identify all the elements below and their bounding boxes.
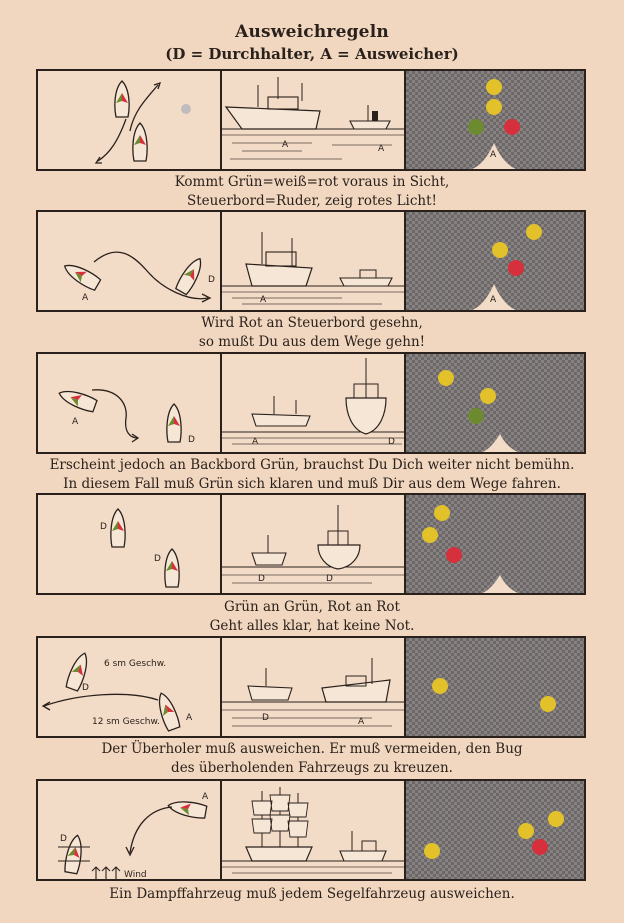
- masthead-light-2: [486, 99, 502, 115]
- rule-3-line-2: In diesem Fall muß Grün sich klaren und muß Dir aus dem Wege fahren.: [63, 476, 561, 492]
- rule-5-label-3: D: [262, 713, 269, 723]
- masthead-light-1: [518, 823, 534, 839]
- rule-3-label-4: D: [388, 437, 395, 447]
- rule-5-note-2: 12 sm Geschw.: [92, 717, 160, 727]
- rule-1-label-1: A: [282, 140, 289, 150]
- rule-4-panel: [36, 493, 586, 595]
- rule-2-line-1: Wird Rot an Steuerbord gesehn,: [201, 315, 423, 331]
- rule-5-label-1: D: [82, 683, 89, 693]
- boat-top: [115, 81, 129, 117]
- rule-6-day-scene: [222, 781, 406, 879]
- rule-1-caption: [0, 173, 624, 211]
- rule-3-panel: [36, 352, 586, 454]
- rule-3-label-1: A: [72, 417, 79, 427]
- rule-2-label-3: A: [260, 295, 267, 305]
- masthead-light-1: [434, 505, 450, 521]
- rule-6-label-1: D: [60, 834, 67, 844]
- rule-5-label-2: A: [186, 713, 193, 723]
- rule-2-label-1: A: [82, 293, 89, 303]
- rule-6-night-scene: [406, 781, 584, 879]
- rule-4-line-1: Grün an Grün, Rot an Rot: [224, 599, 400, 615]
- masthead-light-2: [492, 242, 508, 258]
- masthead-light-1: [486, 79, 502, 95]
- stern-light-2: [540, 696, 556, 712]
- rule-5-day-scene: [222, 638, 406, 736]
- rule-5-line-2: des überholenden Fahrzeugs zu kreuzen.: [171, 760, 453, 776]
- rule-1-line-2: Steuerbord=Ruder, zeig rotes Licht!: [187, 193, 437, 209]
- rule-2-line-2: so mußt Du aus dem Wege gehn!: [198, 334, 426, 350]
- rule-2-panel: [36, 210, 586, 312]
- rule-1-night-scene: [406, 71, 584, 169]
- rule-6-panel: [36, 779, 586, 881]
- sailboat-d: [64, 834, 85, 874]
- rule-5-label-4: A: [358, 717, 365, 727]
- boat-d: [167, 404, 181, 442]
- rule-1-day-scene: [222, 71, 406, 169]
- rule-3-label-2: D: [188, 435, 195, 445]
- rule-1-label-3: A: [490, 150, 497, 160]
- red-sidelight: [532, 839, 548, 855]
- rule-4-label-3: D: [258, 574, 265, 584]
- rule-2-label-2: D: [208, 275, 215, 285]
- rule-6-note-1: Wind: [124, 870, 147, 880]
- rule-1-line-1: Kommt Grün=weiß=rot voraus in Sicht,: [174, 174, 450, 190]
- green-sidelight: [468, 119, 484, 135]
- rule-5-line-1: Der Überholer muß ausweichen. Er muß vermeiden, den Bug: [101, 741, 523, 757]
- boat-a: [57, 386, 98, 412]
- rule-5-panel: [36, 636, 586, 738]
- rule-3-caption: [0, 456, 624, 494]
- sailboat-light: [424, 843, 440, 859]
- rule-2-caption: [0, 314, 624, 352]
- rule-4-night-scene: [406, 495, 584, 593]
- green-sidelight: [468, 408, 484, 424]
- boat-a: [61, 260, 101, 291]
- red-sidelight: [446, 547, 462, 563]
- rule-4-line-2: Geht alles klar, hat keine Not.: [209, 618, 415, 634]
- rule-2-label-4: A: [490, 295, 497, 305]
- rule-4-label-4: D: [326, 574, 333, 584]
- red-sidelight: [508, 260, 524, 276]
- rule-4-diagram: [38, 495, 222, 593]
- rule-4-label-2: D: [154, 554, 161, 564]
- rule-1-diagram: [38, 71, 222, 169]
- masthead-light-1: [438, 370, 454, 386]
- red-sidelight: [504, 119, 520, 135]
- boat-bottom: [133, 123, 147, 161]
- boat-d-2: [165, 549, 179, 587]
- rule-6-label-2: A: [202, 792, 209, 802]
- stern-light-1: [432, 678, 448, 694]
- rule-6-caption: [0, 885, 624, 904]
- rule-5-diagram: [38, 638, 222, 736]
- steamer-a: [167, 799, 207, 820]
- rule-2-night-scene: [406, 212, 584, 310]
- masthead-light-2: [422, 527, 438, 543]
- rule-3-diagram: [38, 354, 222, 452]
- rule-1-panel: [36, 69, 586, 171]
- rule-3-label-3: A: [252, 437, 259, 447]
- masthead-light-1: [526, 224, 542, 240]
- boat-d: [175, 255, 206, 295]
- rule-6-diagram: [38, 781, 222, 879]
- rule-3-line-1: Erscheint jedoch an Backbord Grün, brauchst Du Dich weiter nicht bemühn.: [49, 457, 575, 473]
- rule-4-day-scene: [222, 495, 406, 593]
- rule-3-night-scene: [406, 354, 584, 452]
- page-title: Ausweichregeln: [235, 22, 389, 42]
- boat-d-1: [111, 509, 125, 547]
- page-subtitle: (D = Durchhalter, A = Ausweicher): [165, 45, 459, 63]
- masthead-light-2: [548, 811, 564, 827]
- rule-5-note-1: 6 sm Geschw.: [104, 659, 167, 669]
- rule-5-night-scene: [406, 638, 584, 736]
- rule-5-caption: [0, 740, 624, 778]
- rule-3-day-scene: [222, 354, 406, 452]
- rule-2-day-scene: [222, 212, 406, 310]
- rule-1-label-2: A: [378, 144, 385, 154]
- rule-4-caption: [0, 598, 624, 636]
- rule-6-line-1: Ein Dampffahrzeug muß jedem Segelfahrzeug ausweichen.: [109, 886, 515, 902]
- rule-4-label-1: D: [100, 522, 107, 532]
- masthead-light-2: [480, 388, 496, 404]
- rule-2-diagram: [38, 212, 222, 310]
